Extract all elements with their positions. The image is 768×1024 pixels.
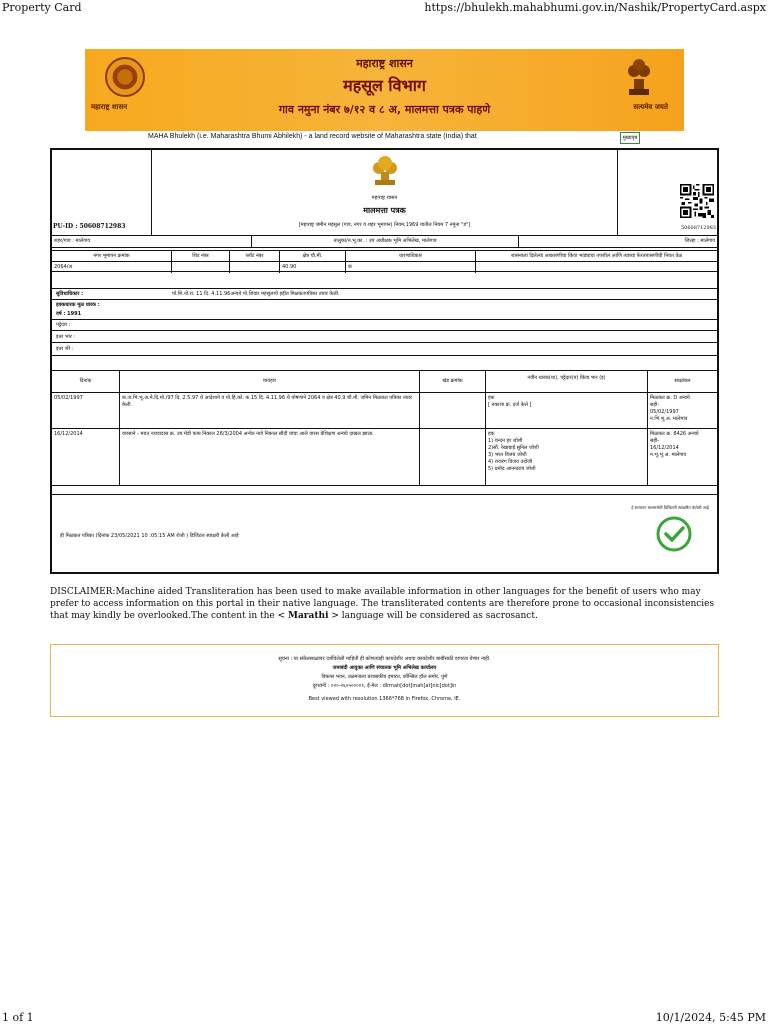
qr-code-icon <box>680 184 714 218</box>
tx-holder-name: 1) चन्दन हर जोशी <box>488 438 523 444</box>
digital-signature-section <box>52 494 717 572</box>
table-row <box>52 429 717 485</box>
easement-value: पो.शि.नो.रा. 11 दि. 4.11.96अन्वये पो.शिवार महसुलाचे हद्दीत मिळकतपत्रिका तयार केली. <box>172 291 340 297</box>
survey-value-cell <box>172 262 230 273</box>
office-footer <box>50 644 719 717</box>
survey-table <box>52 250 717 272</box>
tx-holder-name: [ नकाशा क्र. दर्ज केले ] <box>488 402 532 408</box>
disclaimer-text: DISCLAIMER:Machine aided Transliteration has been used to make available information in other languages for the benefit of users who may prefer to access information on this portal in their native language. The transliterated contents are therefore prone to occasional inconsistencies that may kindly be overlooked.The content in the < <box>50 587 715 621</box>
holder-label: हक्कधारक मूळ धारक : <box>56 302 100 308</box>
table-row <box>52 393 717 429</box>
tx-header-cell: साक्षांकन <box>674 378 691 384</box>
footer-office-name: जमाबंदी आयुक्त आणि संचालक भूमि अभिलेख कार्यालय <box>332 665 437 671</box>
property-card <box>50 148 719 574</box>
site-tagline: MAHA Bhulekh (i.e. Maharashtra Bhumi Abhilekh) - a land record website of Maharashtra state (India) that <box>148 133 477 140</box>
survey-header-cell: शिट नंबर <box>172 251 230 261</box>
tx-volume <box>420 429 486 485</box>
survey-table-row <box>52 262 717 273</box>
easement-line <box>52 289 717 300</box>
banner-subtitle: गाव नमुना नंबर ७/१२ व ८ अ, मालमत्ता पत्रक पाहणे <box>278 103 491 116</box>
survey-value-cell <box>476 262 717 273</box>
document-title: मालमत्ता पत्रक <box>363 206 406 215</box>
card-header <box>52 150 717 236</box>
other-load-label: इतर भार : <box>56 334 76 340</box>
tx-header-cell: नवीन धारक(धा), पट्टेदार(प) किंवा भार (इ) <box>486 371 648 392</box>
survey-value-cell <box>230 262 280 273</box>
tx-attest-line: सही- <box>650 438 660 444</box>
survey-value-cell: क <box>346 262 476 273</box>
tx-holder-name: 4) राजरंग विजय उदोजी <box>488 459 533 465</box>
survey-header-cell: प्लॉट नंबर <box>230 251 280 261</box>
qr-number: 50608712983 <box>681 225 716 231</box>
holder-line <box>52 300 717 309</box>
signature-note: ही मिळकत पत्रिका (दिनांक 23/05/2021 10 :05:15 AM रोजी ) डिजिटल स्वाक्षरी केली आहे <box>60 533 239 539</box>
other-notes-label: इतर शेरे : <box>56 346 74 352</box>
tx-header-cell: दिनांक <box>52 371 120 392</box>
footer-notice: सूचना : या संकेतस्थळावर दर्शविलेली माहिती ही कोणत्याही कायदेशीर अथवा कायदेशीर बाबींसाठी वापरता येणार नाही. <box>278 656 491 662</box>
year-label: वर्ष : 1991 <box>56 311 82 317</box>
tx-date: 16/12/2014 <box>52 429 120 485</box>
right-emblem-label: सत्यमेव जयते <box>633 103 668 111</box>
tx-header-cell: व्यवहार <box>120 371 420 392</box>
easement-label: सुविधाधिकार : <box>56 291 84 297</box>
location-row <box>52 236 717 248</box>
tx-attest-line: न.भू.भू.अ. मालेगाव <box>650 452 687 458</box>
survey-header-cell: नगर भूमापन क्रमांक <box>52 251 172 261</box>
survey-header-cell: धारणाधिकार <box>346 251 476 261</box>
tx-attestation <box>648 393 717 428</box>
tx-header-cell: खंड क्रमांक <box>420 371 486 392</box>
tx-holder-prefix: हक <box>488 395 495 401</box>
tx-holder-name: 5) प्रमोद आनन्दराव जोशी <box>488 466 536 472</box>
home-button[interactable]: मुख्यपृष्ठ <box>620 132 640 144</box>
tx-holder-prefix: हक <box>488 431 495 437</box>
transactions-table <box>52 370 717 486</box>
verified-check-icon <box>655 515 693 553</box>
survey-value-cell: 40.90 <box>280 262 346 273</box>
tx-attest-line: 16/12/2014 <box>650 445 679 451</box>
tx-date: 05/02/1997 <box>52 393 120 428</box>
banner-dept-title: महसूल विभाग <box>343 76 426 95</box>
disclaimer-language: Marathi <box>288 611 329 621</box>
banner <box>85 49 684 131</box>
footer-resolution-note: Best viewed with resolution 1366*768 in Firefox, Chrome, IE. <box>308 696 461 702</box>
other-load-line <box>52 332 717 343</box>
rights-info <box>52 288 717 356</box>
lessee-label: पट्टेदार : <box>56 322 71 328</box>
banner-gov-title: महाराष्ट्र शासन <box>356 57 413 70</box>
document-rule: [महाराष्ट्र जमीन महसूल (गाव, नगर व शहर भूमापन) नियम,1969 यातील नियम 7 नमुना "ड"] <box>298 222 471 228</box>
tx-attest-line: मिळकत क्र. D अन्वये <box>650 395 690 401</box>
tx-attest-line: सही- <box>650 402 660 408</box>
card-gov-label: महाराष्ट्र शासन <box>371 195 398 201</box>
survey-header-cell: क्षेत्र चौ.मी. <box>280 251 346 261</box>
district-cell: जिल्हा : मालेगाव <box>684 238 715 244</box>
lessee-line <box>52 320 717 331</box>
survey-header-cell: शासनाला दिलेल्या आकारणीचा किंवा भाड्याचा तपशील आणि त्याच्या फेरतपासणीची नियत वेळ <box>510 253 683 259</box>
tx-holder <box>486 429 648 485</box>
state-seal-icon <box>370 154 400 188</box>
tx-description: वारसाने - मयत नथवादास क्र. उप मेडी फाय निकाल 26/3/2004 अन्वेत नावे निकाल सौदी यांचा आले वारस प्रेशिक्षण अन्वये दाखल झाला. <box>120 429 420 485</box>
print-header-url: https://bhulekh.mahabhumi.gov.in/Nashik/PropertyCard.aspx <box>424 1 766 14</box>
disclaimer <box>50 586 720 622</box>
other-notes-line <box>52 344 717 355</box>
card-header-right <box>617 150 717 236</box>
print-footer-pages: 1 of 1 <box>2 1011 34 1024</box>
survey-value-cell: 2064/अ <box>52 262 172 273</box>
tx-volume <box>420 393 486 428</box>
signature-label: हे सत्यापन मालमत्तेची डिजिटली स्वाक्षरित केलेली आहे <box>631 505 709 510</box>
footer-address: विकास भवन, तळमजला प्रशासकीय इमारत, कौन्सिल हॉल समोर, पुणे <box>321 674 448 680</box>
print-header-title: Property Card <box>2 1 82 14</box>
footer-contact: दूरध्वनी : ०२०-२६०५००००१, ई-मेल : dlrmah[dot]mah[at]nic[dot]in <box>312 683 457 689</box>
tx-holder-name: 2)सौ. रेखाबाई सुनिल जोशी <box>488 445 539 451</box>
tx-attest-line: 05/02/1997 <box>650 409 679 415</box>
village-cell: शहर/गाव : मालेगाव <box>52 236 252 247</box>
taluka-cell: तालुका/न.भू.का. : उप अधीक्षक भूमि अभिलेख, मालेगाव <box>252 236 519 247</box>
left-emblem-label: महाराष्ट्र शासन <box>91 103 128 111</box>
tx-attest-line: मिळकत क्र. 8426 अन्वये <box>650 431 699 437</box>
tx-description: क.ज.भि.भू.अ.मे.दि.मो./97 दि. 2.5.97 चे आदेशाने व पो.हि.को. क.15 दि. 4.11.96 चे पोषणांने 2064 व क्षेत्र 40.9 चौ.मी. जमिन मिळकत पत्रिका तयार केली. <box>120 393 420 428</box>
tx-holder-name: 3) भरत विजय जोशी <box>488 452 527 458</box>
tx-attestation <box>648 429 717 485</box>
print-footer-datetime: 10/1/2024, 5:45 PM <box>655 1011 766 1024</box>
tx-attest-line: न.भि.भू.अ. मालेगाव <box>650 416 688 422</box>
transactions-header <box>52 371 717 393</box>
year-line <box>52 309 717 320</box>
disclaimer-text-end: > language will be considered as sacrosanct. <box>328 611 538 621</box>
survey-table-header <box>52 251 717 262</box>
tx-holder <box>486 393 648 428</box>
pu-id: PU-ID : 50608712983 <box>53 223 126 230</box>
